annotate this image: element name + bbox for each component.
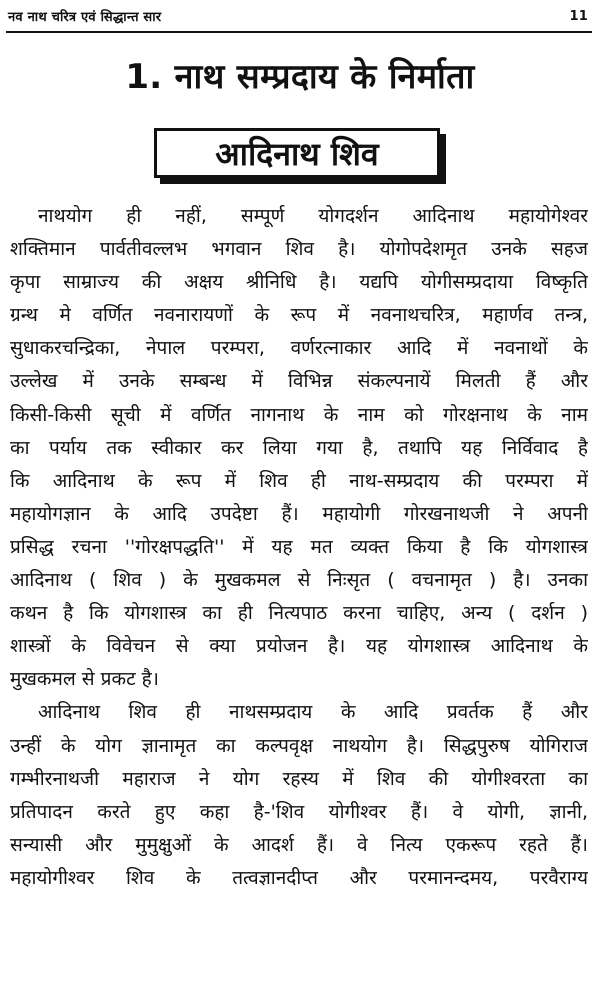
text-line: किसी-किसी सूची में वर्णित नागनाथ के नाम को गोरक्षनाथ के नाम [10, 403, 588, 426]
text-line: सन्यासी और मुमुक्षुओं के आदर्श हैं। वे नित्य एकरूप रहते हैं। [10, 833, 588, 856]
text-line: शास्त्रों के विवेचन से क्या प्रयोजन है। यह योगशास्त्र आदिनाथ के [10, 635, 588, 658]
text-line: उल्लेख में उनके सम्बन्ध में विभिन्न संकल्पनायें मिलती हैं और [10, 370, 588, 393]
text-line: गम्भीरनाथजी महाराज ने योग रहस्य में शिव की योगीश्वरता का [10, 767, 588, 790]
text-line: प्रतिपादन करते हुए कहा है-'शिव योगीश्वर हैं। वे योगी, ज्ञानी, [10, 800, 588, 823]
text-line: कि आदिनाथ के रूप में शिव ही नाथ-सम्प्रदाय की परम्परा में [10, 469, 588, 492]
chapter-title: 1. नाथ सम्प्रदाय के निर्माता [125, 57, 475, 97]
section-heading: आदिनाथ शिव [154, 128, 440, 178]
text-line: नाथयोग ही नहीं, सम्पूर्ण योगदर्शन आदिनाथ महायोगेश्वर [38, 205, 588, 227]
text-line: कथन है कि योगशास्त्र का ही नित्यपाठ करना चाहिए, अन्य ( दर्शन ) [10, 602, 588, 625]
text-line: मुखकमल से प्रकट है। [10, 668, 159, 691]
text-line: उन्हीं के योग ज्ञानामृत का कल्पवृक्ष नाथयोग है। सिद्धपुरुष योगिराज [10, 734, 588, 757]
running-header [8, 4, 588, 28]
text-line: महायोगीश्वर शिव के तत्वज्ञानदीप्त और परमानन्दमय, परवैराग्य [10, 866, 588, 889]
text-line: आदिनाथ ( शिव ) के मुखकमल से निःसृत ( वचनामृत ) है। उनका [10, 569, 588, 592]
text-line: शक्तिमान पार्वतीवल्लभ भगवान शिव है। योगोपदेशमृत उनके सहज [10, 238, 588, 261]
section-heading-frame [154, 128, 446, 184]
text-line: कृपा साम्राज्य की अक्षय श्रीनिधि है। यद्यपि योगीसम्प्रदाया विष्कृति [10, 271, 588, 294]
text-line: महायोगज्ञान के आदि उपदेष्टा हैं। महायोगी गोरखनाथजी ने अपनी [10, 502, 588, 525]
text-line: प्रसिद्ध रचना ''गोरक्षपद्धति'' में यह मत व्यक्त किया है कि योगशास्त्र [10, 535, 588, 558]
body-text [10, 200, 588, 895]
header-rule [6, 31, 592, 33]
text-line: का पर्याय तक स्वीकार कर लिया गया है, तथापि यह निर्विवाद है [10, 436, 588, 459]
page-number: 11 [569, 8, 588, 24]
text-line: ग्रन्थ मे वर्णित नवनारायणों के रूप में नवनाथचरित्र, महार्णव तन्त्र, [10, 304, 588, 327]
running-title: नव नाथ चरित्र एवं सिद्धान्त सार [8, 10, 162, 25]
text-line: आदिनाथ शिव ही नाथसम्प्रदाय के आदि प्रवर्तक हैं और [38, 701, 588, 724]
text-line: सुधाकरचन्द्रिका, नेपाल परम्परा, वर्णरत्नाकार आदि में नवनाथों के [10, 337, 588, 360]
